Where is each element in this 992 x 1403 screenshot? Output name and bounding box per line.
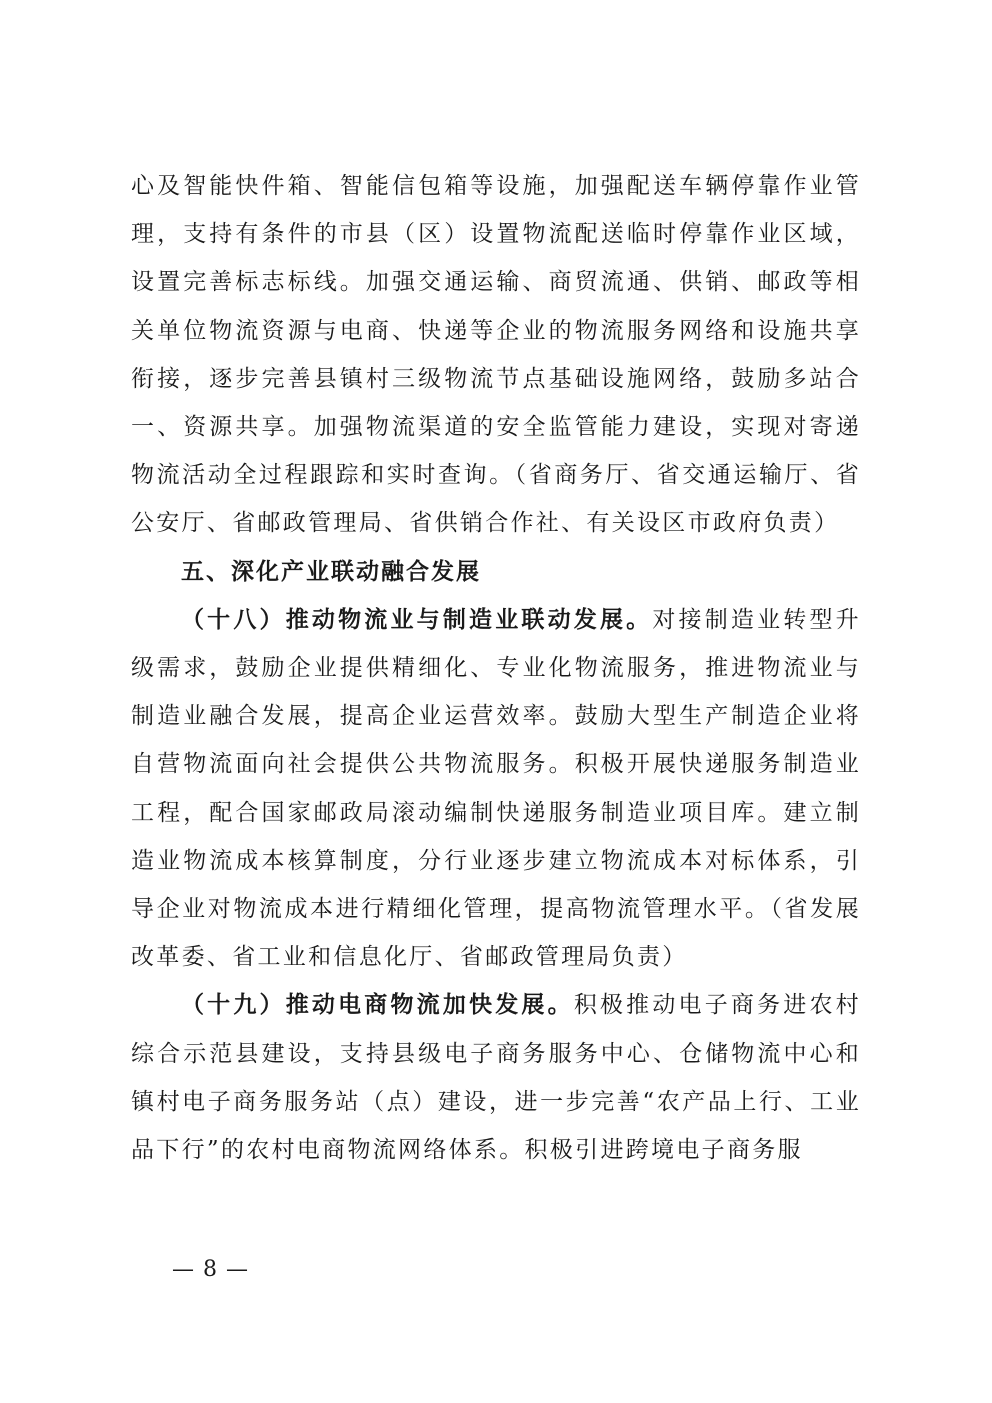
- section-heading: 五、深化产业联动融合发展: [181, 558, 481, 585]
- document-body: [131, 162, 861, 1174]
- item-19-body: 积极推动电子商务进农村综合示范县建设，支持县级电子商务服务中心、仓储物流中心和镇村电子商务服务站（点）建设，进一步完善“农产品上行、工业品下行”的农村电商物流网络体系。积极引进跨境电子商务服: [131, 992, 861, 1164]
- paragraph-item-19: [131, 981, 861, 1174]
- item-19-lead: （十九）推动电商物流加快发展。: [181, 992, 574, 1019]
- paragraph-continuation: 心及智能快件箱、智能信包箱等设施，加强配送车辆停靠作业管理，支持有条件的市县（区）设置物流配送临时停靠作业区域，设置完善标志标线。加强交通运输、商贸流通、供销、邮政等相关单位物流资源与电商、快递等企业的物流服务网络和设施共享衔接，逐步完善县镇村三级物流节点基础设施网络，鼓励多站合一、资源共享。加强物流渠道的安全监管能力建设，实现对寄递物流活动全过程跟踪和实时查询。（省商务厅、省交通运输厅、省公安厅、省邮政管理局、省供销合作社、有关设区市政府负责）: [131, 173, 861, 537]
- item-18-body: 对接制造业转型升级需求，鼓励企业提供精细化、专业化物流服务，推进物流业与制造业融合发展，提高企业运营效率。鼓励大型生产制造企业将自营物流面向社会提供公共物流服务。积极开展快递服务制造业工程，配合国家邮政局滚动编制快递服务制造业项目库。建立制造业物流成本核算制度，分行业逐步建立物流成本对标体系，引导企业对物流成本进行精细化管理，提高物流管理水平。（省发展改革委、省工业和信息化厅、省邮政管理局负责）: [131, 606, 861, 971]
- item-18-lead: （十八）推动物流业与制造业联动发展。: [181, 606, 653, 633]
- paragraph-item-18: [131, 596, 861, 982]
- page-number: — 8 —: [172, 1257, 249, 1282]
